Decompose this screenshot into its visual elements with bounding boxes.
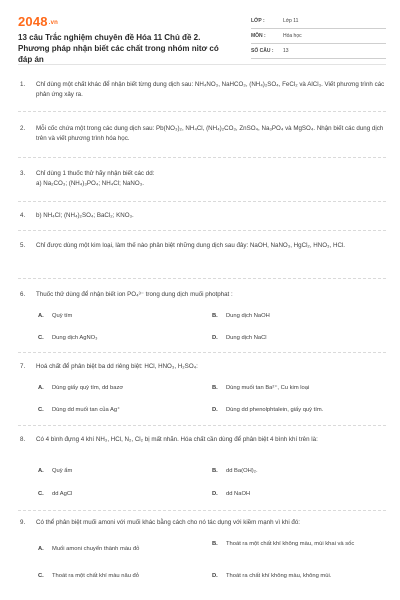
question-text: Chỉ dùng một chất khác để nhận biết từng dung dịch sau: NH₄NO₃, NaHCO₃, (NH₄)₂SO₄, FeCl₂ và AlCl₃. Viết phương trình các phản ứng xảy ra. — [36, 81, 385, 98]
option-text: Quỳ ẩm — [52, 468, 73, 474]
option-d[interactable] — [212, 334, 372, 343]
option-text: Dùng dd phenolphtalein, giấy quỳ tím. — [226, 407, 324, 413]
question-6 — [20, 290, 386, 300]
option-d[interactable] — [212, 572, 372, 581]
option-letter: C. — [38, 573, 44, 579]
question-divider — [18, 425, 386, 426]
option-b[interactable] — [212, 467, 372, 476]
brand-suffix: .vn — [48, 19, 59, 26]
question-divider — [18, 157, 386, 158]
option-letter: A. — [38, 313, 44, 319]
option-b[interactable] — [212, 384, 372, 393]
question-9 — [20, 518, 386, 528]
option-letter: D. — [212, 491, 218, 497]
document-title: 13 câu Trắc nghiệm chuyên đề Hóa 11 Chủ đề 2. Phương pháp nhận biết các chất trong nhóm nitơ có đáp án — [18, 33, 219, 64]
meta-value: Lớp 11 — [283, 18, 299, 24]
question-4 — [20, 211, 386, 221]
option-text: Dùng muối tan Ba²⁺, Cu kim loại — [226, 385, 310, 391]
question-text: Hoá chất để phân biệt ba dd riêng biệt: HCl, HNO₃, H₂SO₄: — [36, 363, 198, 370]
option-b[interactable] — [212, 540, 372, 549]
option-text: Thoát ra một chất khí màu nâu đỏ — [52, 573, 140, 579]
option-b[interactable] — [212, 312, 372, 321]
option-text: Dung dịch NaOH — [226, 313, 270, 319]
option-d[interactable] — [212, 406, 372, 415]
question-3 — [20, 169, 386, 189]
question-number: 6. — [20, 291, 26, 298]
question-text: Chỉ dùng 1 thuốc thử hãy nhận biết các dd: — [36, 170, 155, 177]
question-number: 9. — [20, 519, 26, 526]
brand-logo[interactable] — [18, 14, 58, 29]
option-c[interactable] — [38, 334, 198, 343]
question-number: 4. — [20, 212, 26, 219]
question-divider — [18, 230, 386, 231]
question-divider — [18, 278, 386, 279]
question-divider — [18, 111, 386, 112]
option-a[interactable] — [38, 384, 198, 393]
header-divider — [18, 64, 386, 65]
brand-name: 2048 — [18, 14, 48, 29]
question-text: Có 4 bình đựng 4 khí NH₃, HCl, N₂, Cl₂ bị mất nhãn. Hóa chất cần dùng để phân biệt 4 bình khí trên là: — [36, 436, 318, 443]
option-text: Dùng dd muối tan của Ag⁺ — [52, 407, 121, 413]
question-2 — [20, 124, 386, 144]
question-subtext: a) Na₂CO₃; (NH₄)₃PO₄; NH₄Cl; NaNO₃. — [36, 180, 144, 187]
question-1 — [20, 80, 386, 100]
question-number: 1. — [20, 81, 26, 88]
option-letter: B. — [212, 313, 218, 319]
question-7 — [20, 362, 386, 372]
meta-table — [251, 14, 386, 59]
question-number: 2. — [20, 125, 26, 132]
option-text: Dung dịch NaCl — [226, 335, 267, 341]
question-number: 5. — [20, 242, 26, 249]
meta-value: 13 — [283, 48, 289, 54]
option-text: Thoát ra một chất khí không màu, mùi khai và sốc — [226, 541, 355, 547]
option-a[interactable] — [38, 312, 198, 321]
option-letter: B. — [212, 541, 218, 547]
option-text: Dung dịch AgNO₃ — [52, 335, 98, 341]
question-8 — [20, 435, 386, 445]
question-text: Có thể phân biệt muối amoni với muối khác bằng cách cho nó tác dụng với kiềm mạnh vì khi đó: — [36, 519, 301, 526]
option-text: Quỳ tím — [52, 313, 73, 319]
meta-key: MÔN : — [251, 33, 266, 39]
option-text: dd Ba(OH)₂. — [226, 468, 258, 474]
option-letter: A. — [38, 385, 44, 391]
question-text: Mỗi cốc chứa một trong các dung dịch sau: Pb(NO₃)₂, NH₄Cl, (NH₄)₂CO₃, ZnSO₄, Na₃PO₄ và MgSO₄. Nhận biết các dung dịch trên và viết phương trình hóa học. — [36, 125, 384, 142]
question-divider — [18, 201, 386, 202]
meta-value: Hóa học — [283, 33, 302, 39]
option-c[interactable] — [38, 572, 198, 581]
question-text: Chỉ được dùng một kim loại, làm thế nào phân biệt những dung dịch sau đây: NaOH, NaNO₃, HgCl₂, HNO₃, HCl. — [36, 242, 346, 249]
meta-key: LỚP : — [251, 18, 265, 24]
option-letter: D. — [212, 407, 218, 413]
question-text: Thuốc thử dùng để nhận biết ion PO₄³⁻ trong dung dịch muối photphat : — [36, 291, 233, 298]
question-5 — [20, 241, 386, 251]
option-a[interactable] — [38, 467, 198, 476]
option-c[interactable] — [38, 490, 198, 499]
option-a[interactable] — [38, 545, 198, 554]
option-letter: D. — [212, 335, 218, 341]
option-c[interactable] — [38, 406, 198, 415]
question-divider — [18, 510, 386, 511]
option-text: dd NaOH — [226, 491, 251, 497]
meta-key: SỐ CÂU : — [251, 48, 274, 54]
question-number: 7. — [20, 363, 26, 370]
option-letter: C. — [38, 407, 44, 413]
option-letter: C. — [38, 335, 44, 341]
option-letter: B. — [212, 385, 218, 391]
meta-row-subject — [251, 29, 386, 44]
option-text: Dùng giấy quỳ tím, dd bazơ — [52, 385, 124, 391]
question-number: 8. — [20, 436, 26, 443]
option-letter: B. — [212, 468, 218, 474]
question-divider — [18, 352, 386, 353]
option-letter: D. — [212, 573, 218, 579]
option-letter: A. — [38, 468, 44, 474]
option-letter: C. — [38, 491, 44, 497]
option-letter: A. — [38, 546, 44, 552]
question-number: 3. — [20, 170, 26, 177]
option-text: dd AgCl — [52, 491, 73, 497]
meta-row-count — [251, 44, 386, 59]
question-text: b) NH₄Cl; (NH₄)₂SO₄; BaCl₂; KNO₃. — [36, 212, 134, 219]
option-text: Thoát ra chất khí không màu, không mùi. — [226, 573, 332, 579]
meta-row-class — [251, 14, 386, 29]
option-text: Muối amoni chuyển thành màu đỏ — [52, 546, 140, 552]
option-d[interactable] — [212, 490, 372, 499]
